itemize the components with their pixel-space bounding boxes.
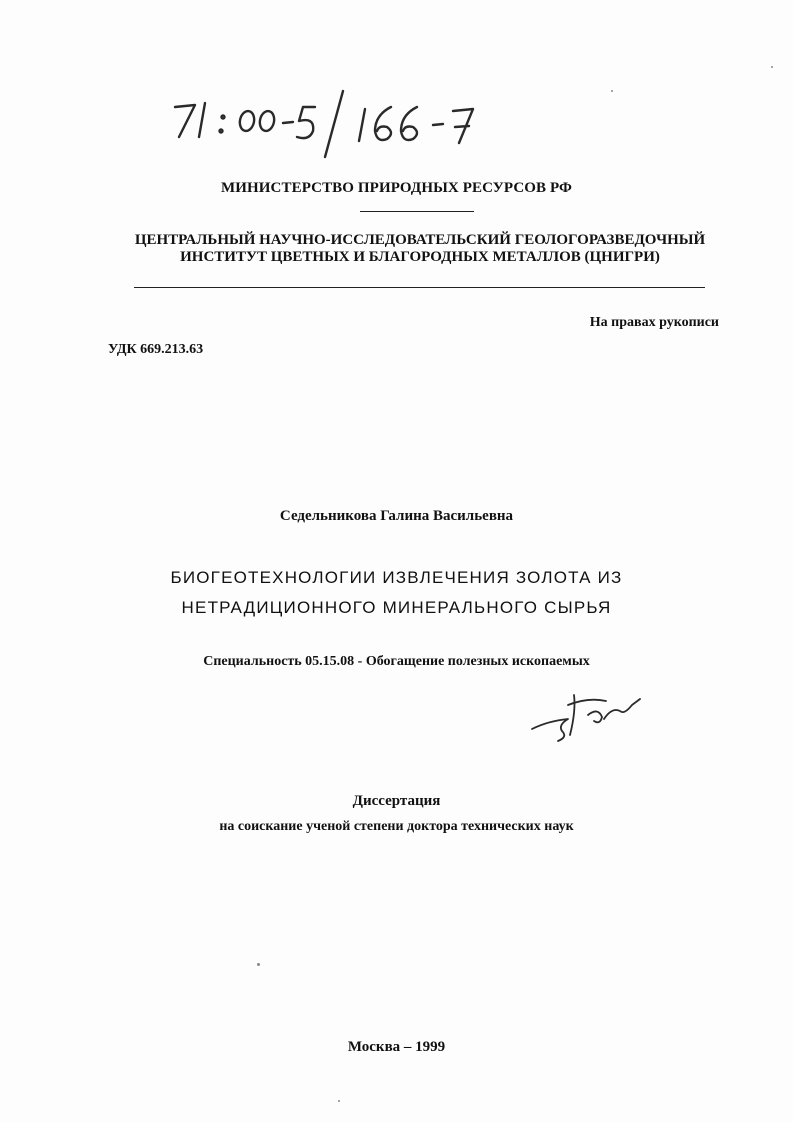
handwritten-stroke	[359, 109, 365, 141]
city-year: Москва – 1999	[347, 1039, 446, 1055]
rights-note: На правах рукописи	[589, 315, 719, 330]
institute-name	[120, 232, 720, 266]
scan-speck	[338, 1100, 340, 1102]
author-name: Седельникова Галина Васильевна	[279, 508, 514, 524]
divider-short	[360, 211, 474, 212]
handwritten-stroke	[222, 116, 225, 119]
specialty-line: Специальность 05.15.08 - Обогащение полезных ископаемых	[203, 654, 590, 669]
handwritten-archive-code	[165, 85, 495, 175]
handwritten-stroke	[297, 107, 315, 138]
handwritten-stroke	[220, 130, 223, 133]
handwritten-stroke	[375, 107, 391, 140]
handwritten-stroke	[283, 122, 293, 123]
signature-stroke	[604, 699, 640, 719]
dissertation-label: Диссертация	[352, 793, 441, 809]
handwritten-stroke	[238, 110, 256, 132]
udk-code: УДК 669.213.63	[108, 342, 204, 357]
scan-speck	[771, 66, 773, 68]
author-signature	[528, 685, 648, 745]
ministry-name: МИНИСТЕРСТВО ПРИРОДНЫХ РЕСУРСОВ РФ	[221, 180, 572, 196]
handwritten-stroke	[199, 103, 205, 137]
handwritten-stroke	[258, 110, 276, 132]
title-line-2: НЕТРАДИЦИОННОГО МИНЕРАЛЬНОГО СЫРЬЯ	[181, 598, 612, 617]
handwritten-stroke	[175, 105, 195, 137]
signature-stroke	[570, 695, 575, 735]
institute-line-1: ЦЕНТРАЛЬНЫЙ НАУЧНО-ИССЛЕДОВАТЕЛЬСКИЙ ГЕОЛОГОРАЗВЕДОЧНЫЙ	[134, 232, 706, 248]
title-line-1: БИОГЕОТЕХНОЛОГИИ ИЗВЛЕЧЕНИЯ ЗОЛОТА ИЗ	[170, 568, 623, 587]
institute-line-2: ИНСТИТУТ ЦВЕТНЫХ И БЛАГОРОДНЫХ МЕТАЛЛОВ (ЦНИГРИ)	[180, 249, 660, 265]
scan-speck	[611, 90, 613, 92]
dissertation-title	[0, 563, 793, 623]
signature-stroke	[532, 719, 568, 741]
handwritten-stroke	[325, 91, 343, 157]
signature-stroke	[588, 711, 602, 722]
handwritten-stroke	[401, 107, 417, 140]
handwritten-stroke	[453, 109, 473, 143]
dissertation-description: на соискание ученой степени доктора технических наук	[219, 819, 574, 834]
divider-long	[134, 287, 705, 288]
handwritten-stroke	[433, 124, 443, 125]
scan-speck	[257, 963, 260, 966]
